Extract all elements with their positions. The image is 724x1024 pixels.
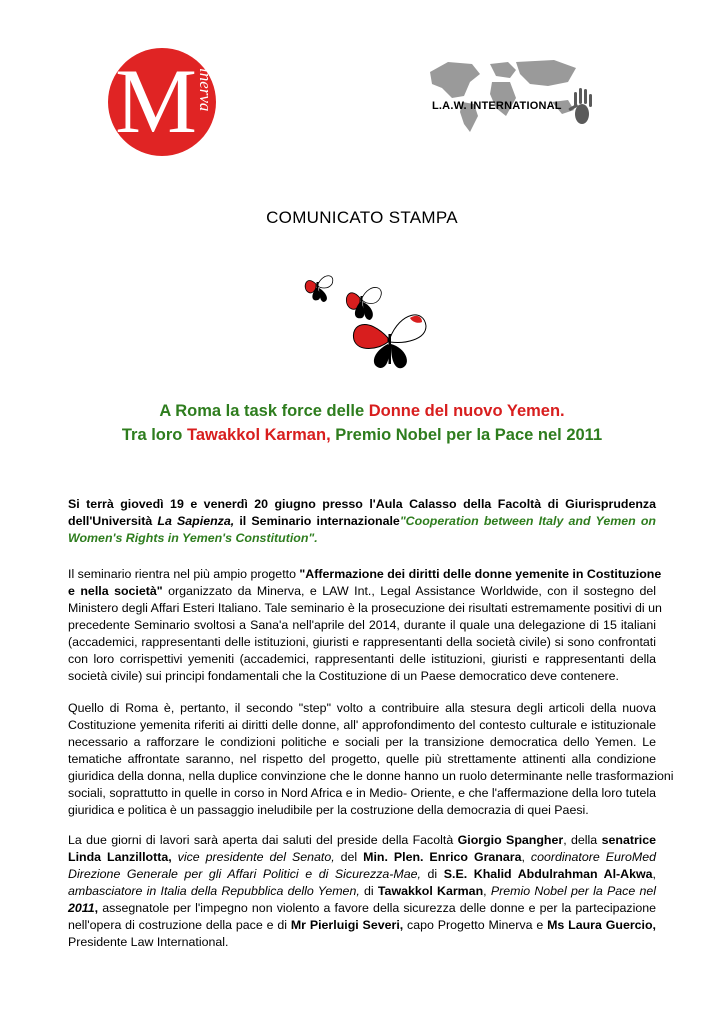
text-line: Quello di Roma è, pertanto, il secondo "step" volto a contribuire alla stesura degli articoli della nuova	[68, 701, 656, 715]
text-line: giuridica e politica è un passaggio ineludibile per la costruzione della democrazia di quei Paesi.	[68, 803, 589, 817]
text-line: Linda Lanzillotta, vice presidente del Senato, del Min. Plen. Enrico Granara, coordinatore EuroMed	[68, 850, 657, 864]
headline-highlight: Donne del nuovo Yemen.	[368, 402, 565, 420]
paragraph-rome	[68, 700, 674, 819]
text-line: Direzione Generale per gli Affari Politici e di Sicurezza-Mae, di S.E. Khalid Abdulrahman Al-Akwa,	[68, 867, 656, 881]
headline-highlight: Tawakkol Karman,	[186, 426, 331, 444]
text-line: e nella società" organizzato da Minerva, e LAW Int., Legal Assistance Worldwide, con il sostegno del	[68, 584, 656, 598]
paragraph-project	[68, 566, 662, 685]
text-line: (accademici, rappresentanti delle istituzioni, giuristi e rappresentanti della società civile) si sono confrontati	[68, 635, 656, 649]
page-title: COMUNICATO STAMPA	[266, 208, 458, 227]
text-line: precedente Seminario svoltosi a Sana'a nell'aprile del 2014, durante il quale una delegazione di 15 italiani	[68, 618, 656, 632]
text-line: 2011, assegnatole per l'impegno non violento a favore della sicurezza delle donne e per la partecipazione	[68, 901, 656, 915]
text-line: Il seminario rientra nel più ampio progetto "Affermazione dei diritti delle donne yemenite in Costituzione	[68, 567, 662, 581]
text-line: nell'opera di costruzione della pace e di Mr Pierluigi Severi, capo Progetto Minerva e Ms Laura Guercio,	[68, 918, 656, 932]
butterflies-illustration	[290, 262, 450, 374]
law-international-wordmark: L.A.W. INTERNATIONAL	[432, 100, 562, 112]
text-line: giuridica della donna, nella duplice convinzione che le donne hanno un ruolo determinante nelle trasformazioni	[68, 769, 674, 783]
text-line: La due giorni di lavori sarà aperta dai saluti del preside della Facoltà Giorgio Spangher, della senatrice	[68, 833, 657, 847]
law-international-logo	[426, 54, 596, 144]
text-line: Si terrà giovedì 19 e venerdì 20 giugno presso l'Aula Calasso della Facoltà di Giurisprudenza	[68, 497, 656, 511]
headline-text: Premio Nobel per la Pace nel 2011	[330, 426, 603, 444]
text-line: società civile) sui principi fondamentali che la Costituzione di un Paese democratico deve contenere.	[68, 669, 619, 683]
text-line: tematiche affrontate saranno, nel rispetto del progetto, quelle più strettamente attinenti alla condizione	[68, 752, 656, 766]
text-line: necessario a rafforzare le condizioni politiche e sociali per la transizione democratica dello Yemen. Le	[68, 735, 656, 749]
svg-text:inerva: inerva	[196, 68, 215, 112]
text-line: ambasciatore in Italia della Repubblica dello Yemen, di Tawakkol Karman, Premio Nobel per la Pace nel	[68, 884, 656, 898]
text-line: sociali, soprattutto in quelle in corso in Nord Africa e in Medio- Oriente, e che l'affermazione della loro tutela	[68, 786, 656, 800]
minerva-logo	[106, 46, 218, 158]
text-line: con loro corrispettivi yemeniti (accademici, rappresentanti delle istituzioni, giuristi e rappresentanti della	[68, 652, 656, 666]
headline-line-1	[0, 402, 724, 421]
headline-text: Tra loro	[121, 426, 187, 444]
headline-line-2	[0, 426, 724, 445]
text-line: Ministero degli Affari Esteri Italiano. Tale seminario è la prosecuzione dei risultati estremamente positivi di un	[68, 601, 662, 615]
text-line: dell'Università La Sapienza, il Seminario internazionale"Cooperation between Italy and Yemen on	[68, 514, 656, 528]
svg-text:M: M	[115, 50, 197, 152]
text-line: Presidente Law International.	[68, 935, 229, 949]
paragraph-speakers	[68, 832, 656, 951]
text-line: Costituzione yemenita riferiti ai diritti delle donne, all' approfondimento del contesto culturale e istituzionale	[68, 718, 656, 732]
headline-text: A Roma la task force delle	[159, 402, 369, 420]
paragraph-intro	[68, 496, 656, 547]
text-line: Women's Rights in Yemen's Constitution".	[68, 531, 318, 545]
